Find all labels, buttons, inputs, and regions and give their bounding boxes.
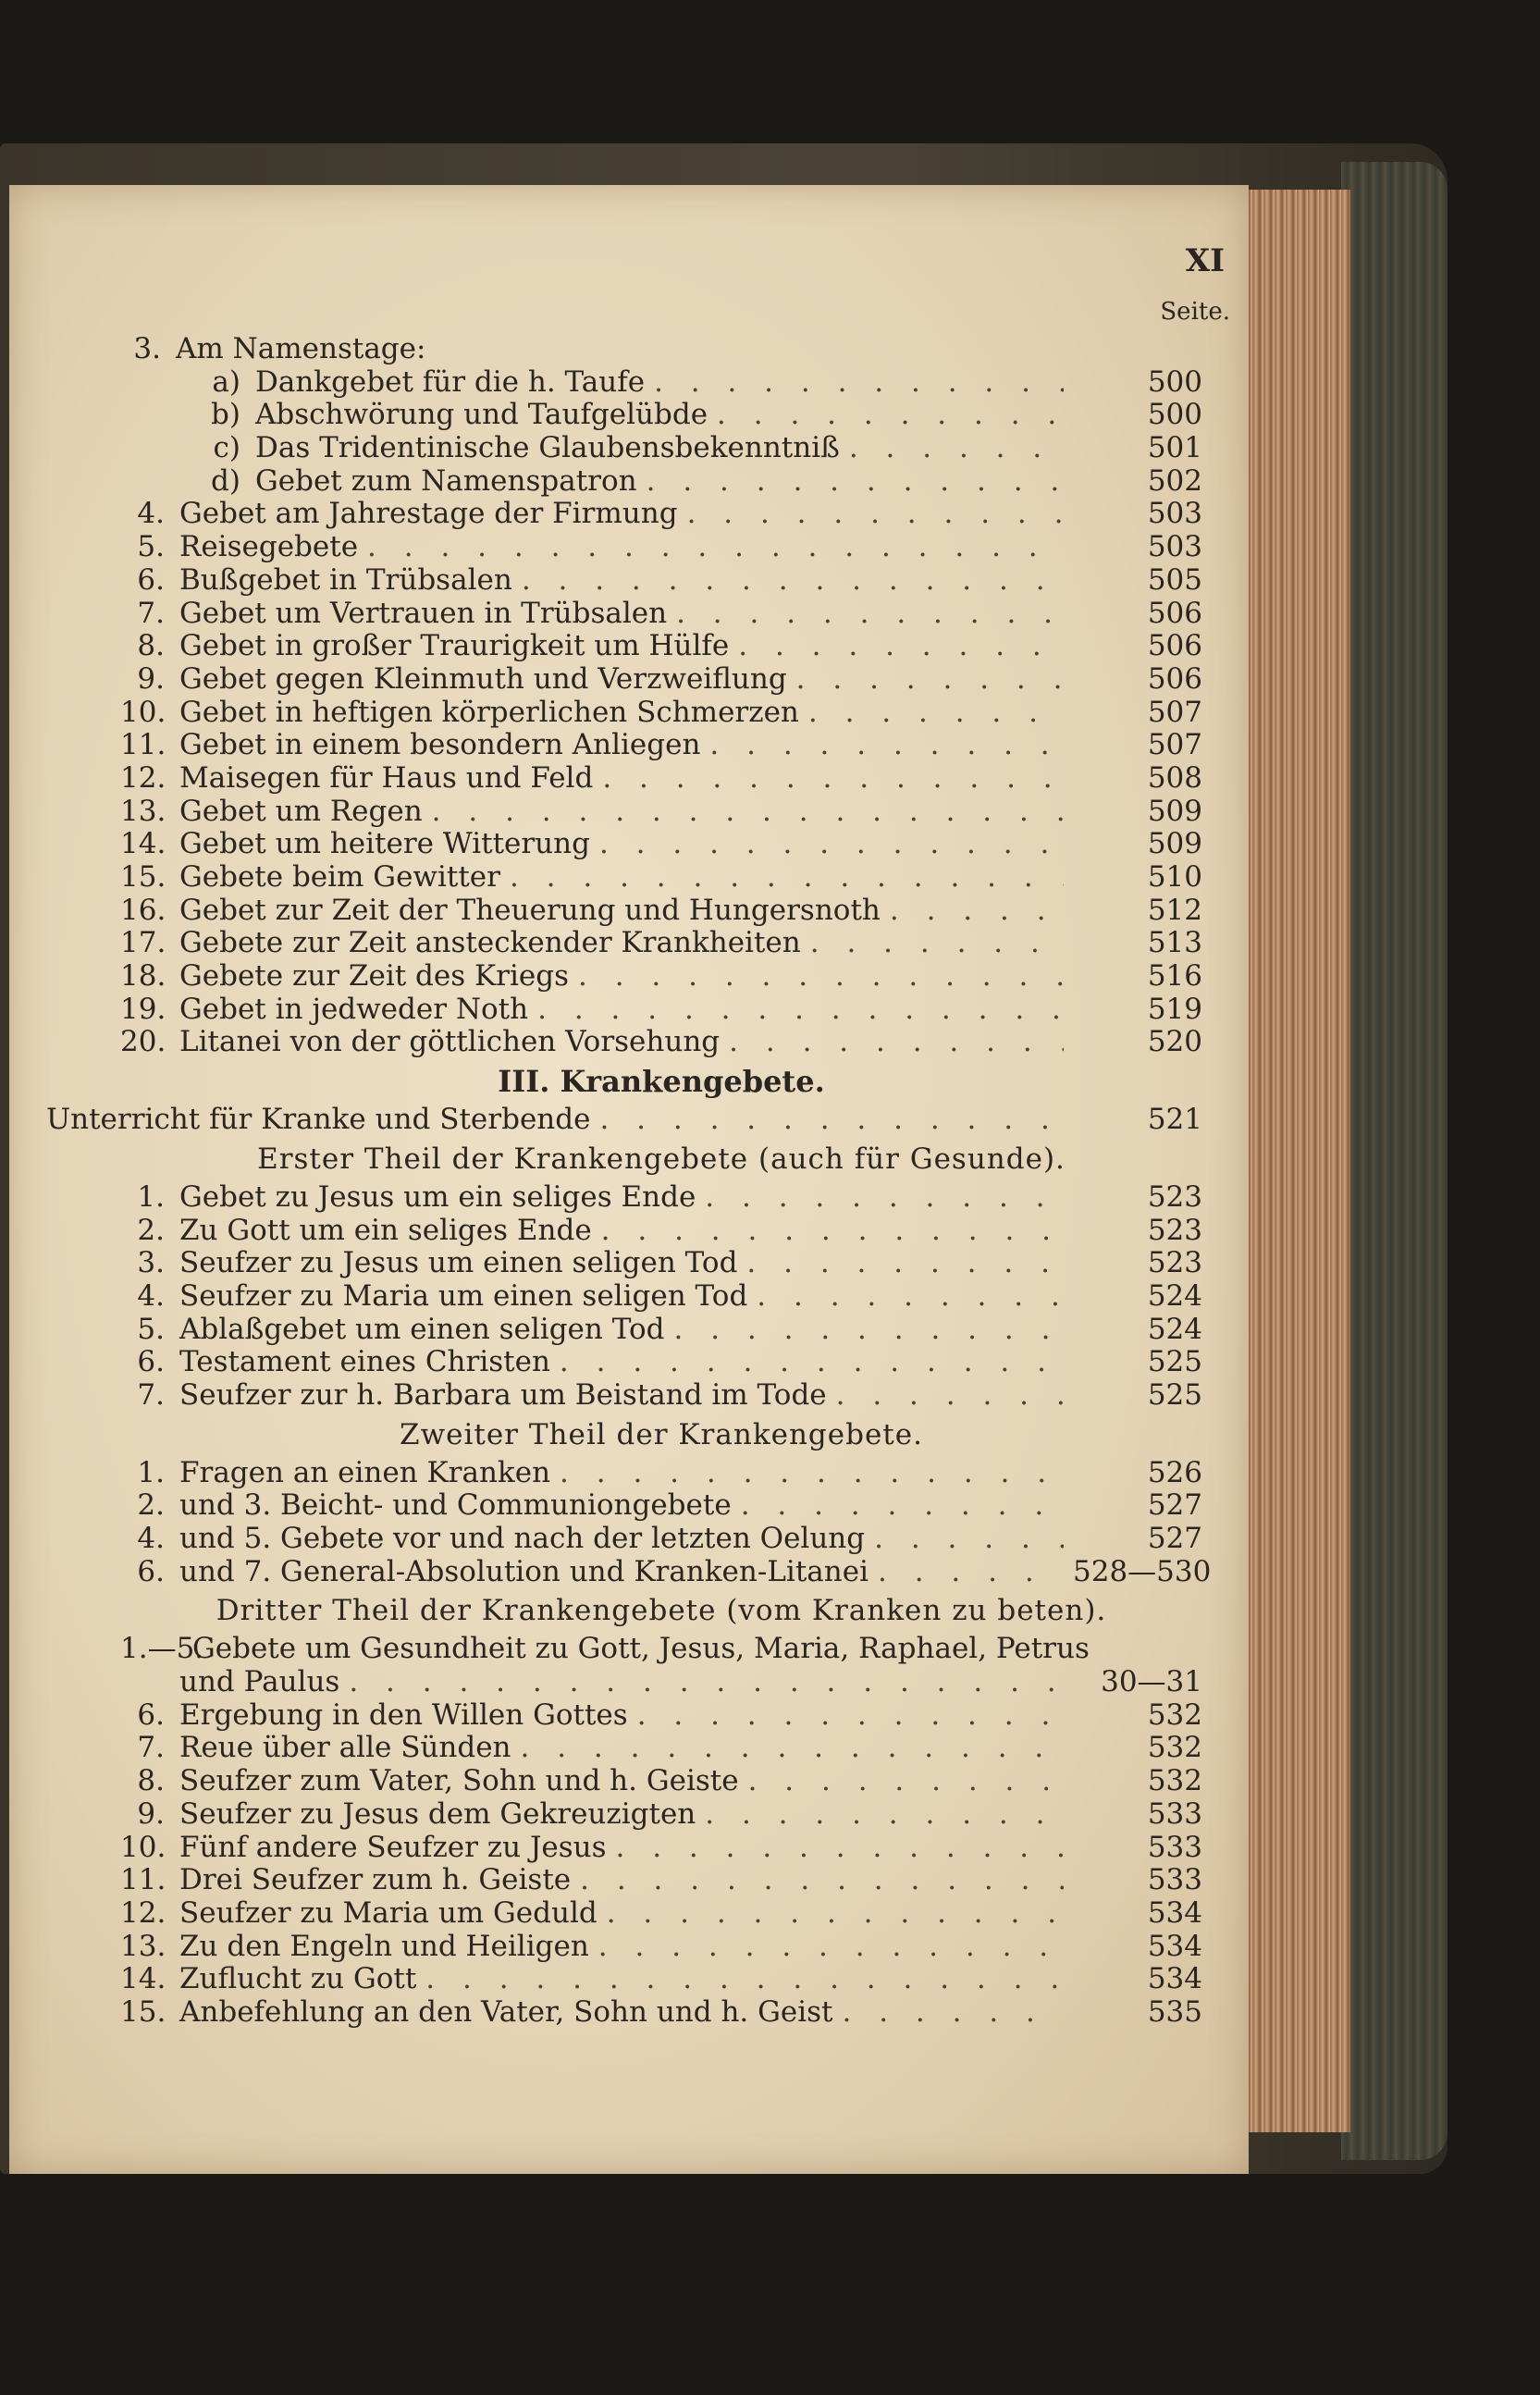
entry-number: 7.	[137, 596, 165, 630]
entry-page: 510	[1147, 860, 1202, 894]
leader-dots	[843, 1996, 1064, 2030]
leader-dots	[729, 1026, 1064, 1059]
toc-entry	[120, 1346, 1202, 1379]
entry-page: 528—530	[1073, 1554, 1212, 1588]
entry-number: 12.	[120, 760, 166, 795]
table-of-contents	[46, 332, 1212, 2030]
entry-number: 1.	[137, 1455, 165, 1489]
entry-title: und 3. Beicht- und Communiongebete	[179, 1488, 732, 1523]
toc-entry	[120, 1523, 1202, 1556]
entry-title: Gebete um Gesundheit zu Gott, Jesus, Maria, Raphael, Petrus	[192, 1632, 1090, 1666]
entry-list	[120, 498, 1202, 1059]
toc-entry	[120, 598, 1202, 631]
entry-title: und 7. General-Absolution und Kranken-Litanei	[179, 1554, 869, 1588]
toc-entry	[120, 564, 1202, 598]
entry-page: 534	[1147, 1929, 1202, 1963]
entry-title: Gebete beim Gewitter	[179, 860, 500, 894]
entry-title: und 5. Gebete vor und nach der letzten Oelung	[179, 1522, 866, 1555]
entry-page: 521	[1147, 1103, 1202, 1137]
entry-title: Gebete zur Zeit des Kriegs	[179, 959, 569, 994]
leader-dots	[598, 1931, 1064, 1964]
toc-entry	[120, 1996, 1202, 2030]
leader-dots	[560, 1346, 1064, 1379]
toc-entry	[120, 960, 1202, 994]
entry-title: Gebet um Regen	[179, 794, 423, 828]
entry-number: 6.	[137, 1697, 165, 1732]
leader-dots	[748, 1765, 1064, 1798]
leader-dots	[654, 366, 1064, 400]
entry-page: 526	[1147, 1455, 1202, 1489]
entry-title: Zu Gott um ein seliges Ende	[179, 1213, 592, 1247]
entry-number: d)	[211, 463, 240, 498]
toc-entry	[120, 1215, 1202, 1248]
entry-title: Fragen an einen Kranken	[179, 1455, 551, 1489]
entry-number: 10.	[120, 695, 166, 729]
entry-page: 506	[1147, 661, 1202, 696]
leader-dots	[796, 663, 1064, 697]
entry-number: 4.	[137, 1278, 165, 1313]
entry-page: 502	[1147, 463, 1202, 498]
leader-dots	[808, 697, 1064, 730]
leader-dots	[741, 1489, 1064, 1523]
entry-page: 503	[1147, 497, 1202, 531]
leader-dots	[537, 994, 1064, 1027]
entry-number: c)	[213, 431, 240, 465]
entry-page: 30—31	[1101, 1665, 1202, 1699]
leader-dots	[521, 1732, 1064, 1765]
toc-entry	[120, 1897, 1202, 1931]
entry-page: 533	[1147, 1830, 1202, 1864]
entry-title: Gebet in jedweder Noth	[179, 992, 529, 1026]
toc-entry	[120, 828, 1202, 861]
toc-entry	[120, 1765, 1202, 1798]
toc-entry	[120, 762, 1202, 796]
entry-page: 508	[1147, 760, 1202, 795]
entry-number: 13.	[120, 794, 166, 828]
toc-entry	[120, 1699, 1202, 1733]
entry-title: Ergebung in den Willen Gottes	[179, 1697, 628, 1732]
entry-number: 15.	[120, 1994, 166, 2029]
entry-number: 11.	[120, 728, 166, 762]
entry-title: Gebete zur Zeit ansteckender Krankheiten	[179, 926, 801, 960]
toc-entry	[120, 663, 1202, 697]
part-heading: Erster Theil der Krankengebete (auch für Gesunde).	[257, 1142, 1066, 1176]
leader-dots	[560, 1457, 1064, 1490]
leader-dots	[810, 927, 1064, 960]
leader-dots	[878, 1556, 1064, 1589]
entry-title: Ablaßgebet um einen seligen Tod	[179, 1312, 665, 1346]
entry-page: 500	[1147, 364, 1202, 399]
entry-number: 2.	[137, 1213, 165, 1247]
leader-dots	[425, 1963, 1064, 1996]
entry-title: Gebet zu Jesus um ein seliges Ende	[179, 1179, 696, 1214]
entry-list	[120, 1455, 1212, 1589]
entry-page: 516	[1147, 959, 1202, 994]
leader-dots	[601, 1215, 1064, 1248]
entry-list	[120, 1699, 1202, 2030]
part-heading: Zweiter Theil der Krankengebete.	[400, 1417, 923, 1451]
entry-number: 6.	[137, 1554, 165, 1588]
entry-page: 523	[1147, 1213, 1202, 1247]
entry-title: Am Namenstage:	[176, 332, 426, 365]
leader-dots	[367, 531, 1064, 564]
entry-number: 9.	[137, 1796, 165, 1831]
leader-dots	[578, 960, 1064, 994]
leader-dots	[616, 1832, 1064, 1865]
entry-number: 5.	[137, 530, 165, 564]
entry-number: 8.	[137, 629, 165, 663]
entry-title: Litanei von der göttlichen Vorsehung	[179, 1025, 721, 1059]
entry-page: 520	[1147, 1025, 1202, 1059]
entry-number: 10.	[120, 1830, 166, 1864]
leader-dots	[738, 630, 1064, 663]
entry-page: 525	[1147, 1377, 1202, 1412]
entry-page: 533	[1147, 1863, 1202, 1897]
toc-entry	[117, 333, 1202, 366]
entry-page: 503	[1147, 530, 1202, 564]
leader-dots	[874, 1523, 1064, 1556]
entry-page: 507	[1147, 728, 1202, 762]
entry-number: 1.	[137, 1179, 165, 1214]
entry-page: 500	[1147, 398, 1202, 432]
toc-entry	[120, 1489, 1202, 1523]
page-column-label: Seite.	[1160, 298, 1230, 326]
entry-title: Maisegen für Haus und Feld	[179, 760, 594, 795]
entry-page: 523	[1147, 1179, 1202, 1214]
toc-entry	[120, 927, 1202, 960]
toc-entry	[120, 1931, 1202, 1964]
entry-page: 524	[1147, 1278, 1202, 1313]
entry-title: Gebet in einem besondern Anliegen	[179, 728, 701, 762]
leader-dots	[674, 1314, 1064, 1347]
part-heading: Dritter Theil der Krankengebete (vom Kranken zu beten).	[216, 1594, 1107, 1628]
toc-entry	[120, 1864, 1202, 1897]
leader-dots	[647, 465, 1064, 499]
entry-title: Gebet zur Zeit der Theuerung und Hungersnoth	[179, 893, 881, 927]
entry-page: 523	[1147, 1246, 1202, 1280]
entry-number: 7.	[137, 1731, 165, 1765]
leader-dots	[599, 828, 1064, 861]
entry-title: Gebet in heftigen körperlichen Schmerzen	[179, 695, 799, 729]
entry-number: 6.	[137, 562, 165, 597]
entry-title: Seufzer zu Maria um Geduld	[179, 1895, 598, 1930]
toc-entry	[120, 1732, 1202, 1765]
entry-title: Gebet zum Namenspatron	[255, 463, 637, 498]
leader-dots	[602, 762, 1064, 796]
entry-title: Seufzer zu Maria um einen seligen Tod	[179, 1278, 748, 1313]
leader-dots	[607, 1897, 1064, 1931]
leader-dots	[890, 895, 1064, 928]
entry-title: Zu den Engeln und Heiligen	[179, 1929, 589, 1963]
entry-title: Seufzer zur h. Barbara um Beistand im Tode	[179, 1377, 827, 1412]
entry-number: b)	[211, 398, 240, 432]
entry-list	[120, 1181, 1202, 1413]
leader-dots	[687, 498, 1064, 531]
entry-title: Reue über alle Sünden	[179, 1731, 511, 1765]
entry-title: Gebet um Vertrauen in Trübsalen	[179, 596, 668, 630]
entry-number: 19.	[120, 992, 166, 1026]
entry-page: 507	[1147, 695, 1202, 729]
leader-dots	[599, 1104, 1064, 1137]
entry-number: 20.	[120, 1025, 166, 1059]
entry-number: 4.	[137, 1522, 165, 1555]
entry-title: Zuflucht zu Gott	[179, 1962, 417, 1996]
entry-title: und Paulus	[179, 1665, 340, 1699]
entry-page: 527	[1147, 1488, 1202, 1523]
toc-entry	[120, 796, 1202, 829]
leader-dots	[522, 564, 1064, 598]
entry-number: 3.	[133, 332, 161, 365]
entry-number: 7.	[137, 1377, 165, 1412]
toc-entry	[120, 861, 1202, 895]
toc-entry	[120, 1554, 1212, 1589]
entry-page: 524	[1147, 1312, 1202, 1346]
page-number: XI	[1185, 242, 1225, 279]
toc-entry	[120, 366, 1202, 400]
entry-number: 12.	[120, 1895, 166, 1930]
toc-entry	[120, 1280, 1202, 1314]
entry-number: 5.	[137, 1312, 165, 1346]
leader-dots	[510, 861, 1064, 895]
section-heading: III. Krankengebete.	[498, 1064, 825, 1100]
entry-title: Gebet um heitere Witterung	[179, 827, 590, 861]
entry-page: 534	[1147, 1895, 1202, 1930]
toc-entry	[120, 399, 1202, 432]
toc-entry	[120, 1026, 1202, 1059]
entry-number: 2.	[137, 1488, 165, 1523]
entry-title: Gebet am Jahrestage der Firmung	[179, 497, 678, 531]
sub-entry-list	[120, 366, 1202, 499]
leader-dots	[705, 1181, 1064, 1215]
toc-entry	[120, 432, 1202, 465]
entry-page: 509	[1147, 827, 1202, 861]
entry-number: 16.	[120, 893, 166, 927]
entry-title: Testament eines Christen	[179, 1345, 550, 1379]
entry-title: Das Tridentinische Glaubensbekenntniß	[255, 431, 840, 465]
leader-dots	[580, 1864, 1064, 1897]
entry-number: 6.	[137, 1345, 165, 1379]
entry-number: 9.	[137, 661, 165, 696]
toc-entry	[120, 697, 1202, 730]
toc-entry	[120, 994, 1202, 1027]
entry-page: 525	[1147, 1345, 1202, 1379]
toc-entry	[120, 498, 1202, 531]
toc-entry	[46, 1104, 1202, 1137]
toc-entry	[120, 895, 1202, 928]
entry-page: 532	[1147, 1764, 1202, 1798]
toc-entry	[120, 729, 1202, 762]
entry-number: 13.	[120, 1929, 166, 1963]
entry-number: 14.	[120, 1962, 166, 1996]
leader-dots	[746, 1247, 1064, 1280]
toc-entry	[120, 630, 1202, 663]
toc-entry	[120, 1457, 1202, 1490]
entry-page: 513	[1147, 926, 1202, 960]
toc-entry	[120, 1379, 1202, 1413]
toc-entry	[120, 465, 1202, 499]
entry-title: Seufzer zu Jesus um einen seligen Tod	[179, 1246, 738, 1280]
entry-title: Dankgebet für die h. Taufe	[255, 364, 646, 399]
entry-page: 532	[1147, 1731, 1202, 1765]
entry-number: a)	[212, 364, 240, 399]
entry-page: 509	[1147, 794, 1202, 828]
entry-title: Abschwörung und Taufgelübde	[255, 398, 708, 432]
entry-number: 11.	[120, 1863, 166, 1897]
entry-number: 8.	[137, 1764, 165, 1798]
entry-page: 534	[1147, 1962, 1202, 1996]
leader-dots	[637, 1699, 1064, 1733]
entry-number: 14.	[120, 827, 166, 861]
entry-page: 506	[1147, 629, 1202, 663]
entry-title: Seufzer zu Jesus dem Gekreuzigten	[179, 1796, 696, 1831]
leader-dots	[709, 729, 1064, 762]
entry-number: 1.—5.	[120, 1632, 204, 1666]
entry-number: 18.	[120, 959, 166, 994]
toc-entry-continuation	[120, 1666, 1202, 1699]
toc-entry	[120, 1314, 1202, 1347]
entry-number: 15.	[120, 860, 166, 894]
entry-title: Unterricht für Kranke und Sterbende	[46, 1103, 591, 1137]
toc-entry	[120, 1633, 1202, 1666]
toc-entry	[120, 531, 1202, 564]
entry-title: Bußgebet in Trübsalen	[179, 562, 512, 597]
entry-title: Seufzer zum Vater, Sohn und h. Geiste	[179, 1764, 739, 1798]
entry-page: 512	[1147, 893, 1202, 927]
toc-entry	[120, 1832, 1202, 1865]
leader-dots	[432, 796, 1064, 829]
leader-dots	[757, 1280, 1064, 1314]
entry-page: 535	[1147, 1994, 1202, 2029]
entry-page: 519	[1147, 992, 1202, 1026]
toc-entry	[120, 1181, 1202, 1215]
entry-title: Gebet in großer Traurigkeit um Hülfe	[179, 629, 730, 663]
entry-page: 506	[1147, 596, 1202, 630]
leader-dots	[849, 432, 1064, 465]
entry-page: 532	[1147, 1697, 1202, 1732]
entry-title: Reisegebete	[179, 530, 359, 564]
toc-entry	[120, 1247, 1202, 1280]
leader-dots	[349, 1666, 1064, 1699]
toc-entry	[120, 1798, 1202, 1832]
entry-page: 527	[1147, 1522, 1202, 1555]
leader-dots	[676, 598, 1064, 631]
entry-page: 533	[1147, 1796, 1202, 1831]
entry-title: Gebet gegen Kleinmuth und Verzweiflung	[179, 661, 787, 696]
leader-dots	[836, 1379, 1064, 1413]
entry-page: 505	[1147, 562, 1202, 597]
leader-dots	[705, 1798, 1064, 1832]
entry-title: Anbefehlung an den Vater, Sohn und h. Geist	[179, 1994, 833, 2029]
entry-title: Drei Seufzer zum h. Geiste	[179, 1863, 572, 1897]
entry-title: Fünf andere Seufzer zu Jesus	[179, 1830, 607, 1864]
entry-number: 17.	[120, 926, 166, 960]
entry-number: 4.	[137, 497, 165, 531]
leader-dots	[717, 399, 1064, 432]
entry-number: 3.	[137, 1246, 165, 1280]
toc-entry	[120, 1963, 1202, 1996]
book-spine-edge	[1341, 162, 1448, 2160]
entry-page: 501	[1147, 431, 1202, 465]
